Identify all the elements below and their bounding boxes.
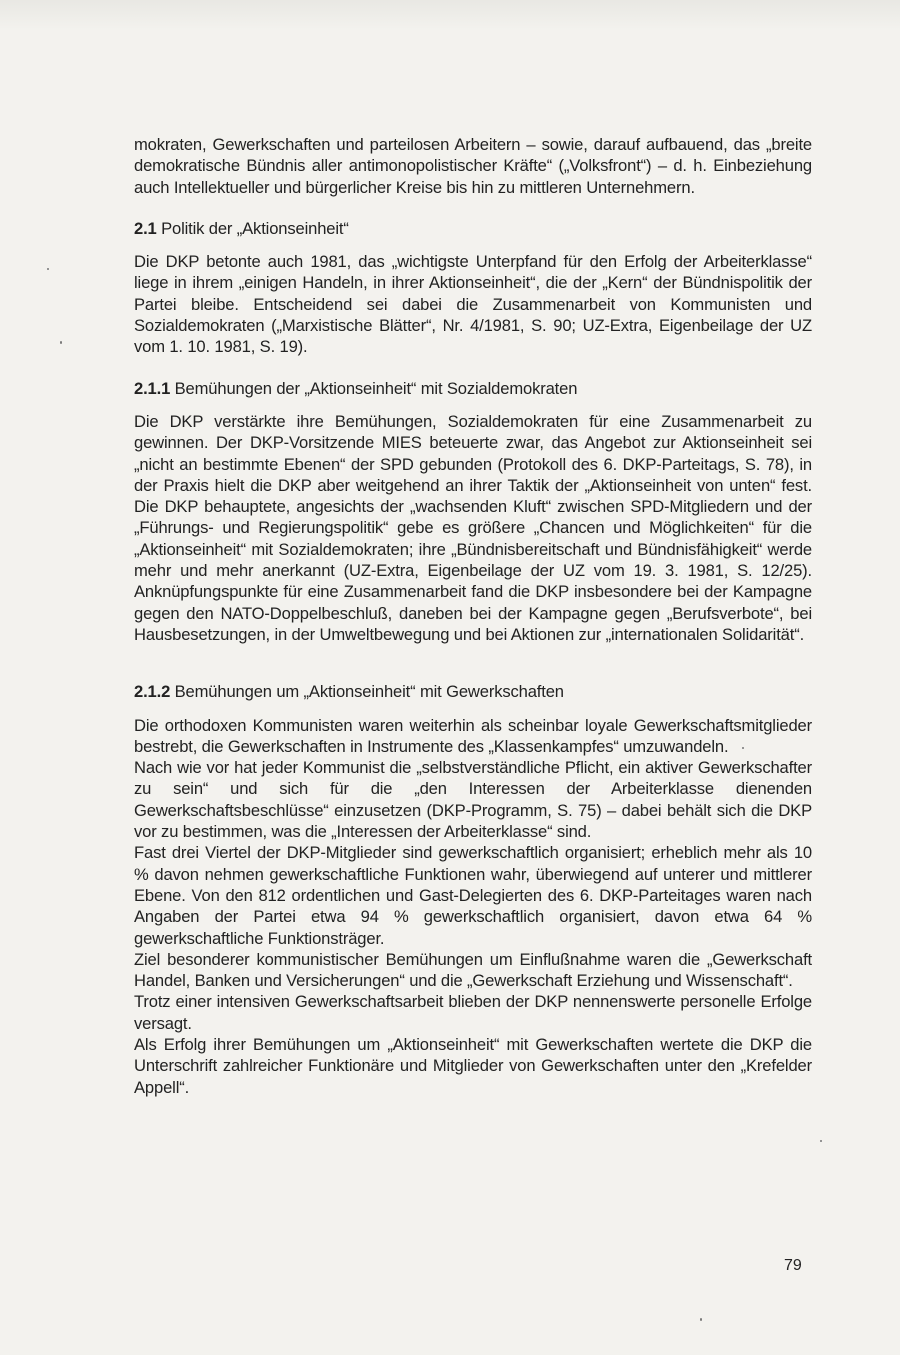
section-2-1-2-paragraph: Fast drei Viertel der DKP-Mitglieder sind gewerkschaftlich organisiert; erheblich mehr als 10 % davon nehmen gewerkschaftliche Funktionen wahr, überwiegend auf unterer und mittlerer Ebene. Von den 812 ordentlichen und Gast-Delegierten des 6. DKP-Parteitages waren nach Angaben der Partei etwa 94 % gewerkschaftlich organisiert, davon etwa 64 % gewerkschaftliche Funktionsträger. [134,843,812,948]
section-number: 2.1 [134,218,157,238]
section-heading-2-1-2 [134,681,812,702]
section-2-1-paragraph: Die DKP betonte auch 1981, das „wichtigste Unterpfand für den Erfolg der Arbeiterklasse“ liege in ihrem „einigen Handeln, in ihrer Aktionseinheit“, die der „Kern“ der Bündnispolitik der Partei bleibe. Entscheidend sei dabei die Zusammenarbeit von Kommunisten und Sozialdemokraten („Marxistische Blätter“, Nr. 4/1981, S. 90; UZ-Extra, Eigenbeilage der UZ vom 1. 10. 1981, S. 19). [134,252,812,357]
scan-speck [700,1318,702,1321]
section-title: Politik der „Aktionseinheit“ [161,218,349,238]
section-2-1-2-paragraph: Ziel besonderer kommunistischer Bemühungen um Einflußnahme waren die „Gewerkschaft Handel, Banken und Versicherungen“ und die „Gewerkschaft Erziehung und Wissenschaft“. [134,949,812,991]
page-body [134,134,812,1098]
section-title: Bemühungen um „Aktionseinheit“ mit Gewerkschaften [174,682,564,702]
section-number: 2.1.2 [134,682,171,702]
section-2-1-2-paragraph: Trotz einer intensiven Gewerkschaftsarbeit blieben der DKP nennenswerte personelle Erfolge versagt. [134,992,812,1033]
scan-top-edge [0,0,900,30]
section-heading-2-1-1 [134,378,812,399]
page-number: 79 [784,1257,802,1274]
scan-speck [742,747,744,749]
section-title: Bemühungen der „Aktionseinheit“ mit Sozialdemokraten [174,378,578,398]
section-2-1-2-paragraph: Die orthodoxen Kommunisten waren weiterhin als scheinbar loyale Gewerkschaftsmitglieder bestrebt, die Gewerkschaften in Instrumente des „Klassenkampfes“ umzuwandeln. [134,715,812,756]
section-2-1-1-paragraph: Die DKP verstärkte ihre Bemühungen, Sozialdemokraten für eine Zusammenarbeit zu gewinnen. Der DKP-Vorsitzende MIES beteuerte zwar, das Angebot zur Aktionseinheit sei „nicht an bestimmte Ebenen“ der SPD gebunden (Protokoll des 6. DKP-Parteitags, S. 78), in der Praxis hielt die DKP aber weitgehend an ihrer Taktik der „Aktionseinheit von unten“ fest. Die DKP behauptete, angesichts der „wachsenden Kluft“ zwischen SPD-Mitgliedern und der „Führungs- und Regierungspolitik“ gebe es größere „Chancen und Möglichkeiten“ für die „Aktionseinheit“ mit Sozialdemokraten; ihre „Bündnisbereitschaft und Bündnisfähigkeit“ werde mehr und mehr anerkannt (UZ-Extra, Eigenbeilage der UZ vom 19. 3. 1981, S. 12/25). Anknüpfungspunkte für eine Zusammenarbeit fand die DKP insbesondere bei der Kampagne gegen den NATO-Doppelbeschluß, daneben bei der Kampagne gegen „Berufsverbote“, bei Hausbesetzungen, in der Umweltbewegung und bei Aktionen zur „internationalen Solidarität“. [134,411,812,644]
section-number: 2.1.1 [134,378,171,398]
scan-speck [60,341,62,344]
section-heading-2-1 [134,218,812,239]
scan-speck [820,1140,822,1142]
section-2-1-2-paragraph: Als Erfolg ihrer Bemühungen um „Aktionseinheit“ mit Gewerkschaften wertete die DKP die Unterschrift zahlreicher Funktionäre und Mitglieder von Gewerkschaften unter den „Krefelder Appell“. [134,1034,812,1097]
scan-speck [47,268,49,270]
section-2-1-2-paragraph: Nach wie vor hat jeder Kommunist die „selbstverständliche Pflicht, ein aktiver Gewerkschafter zu sein“ und sich für die „den Interessen der Arbeiterklasse dienenden Gewerkschaftsbeschlüsse“ einzusetzen (DKP-Programm, S. 75) – dabei behält sich die DKP vor zu bestimmen, was die „Interessen der Arbeiterklasse“ sind. [134,758,812,842]
intro-paragraph: mokraten, Gewerkschaften und parteilosen Arbeitern – sowie, darauf aufbauend, das „breite demokratische Bündnis aller antimonopolistischer Kräfte“ („Volksfront“) – d. h. Einbeziehung auch Intellektueller und bürgerlicher Kreise bis hin zu mittleren Unternehmern. [134,135,812,197]
